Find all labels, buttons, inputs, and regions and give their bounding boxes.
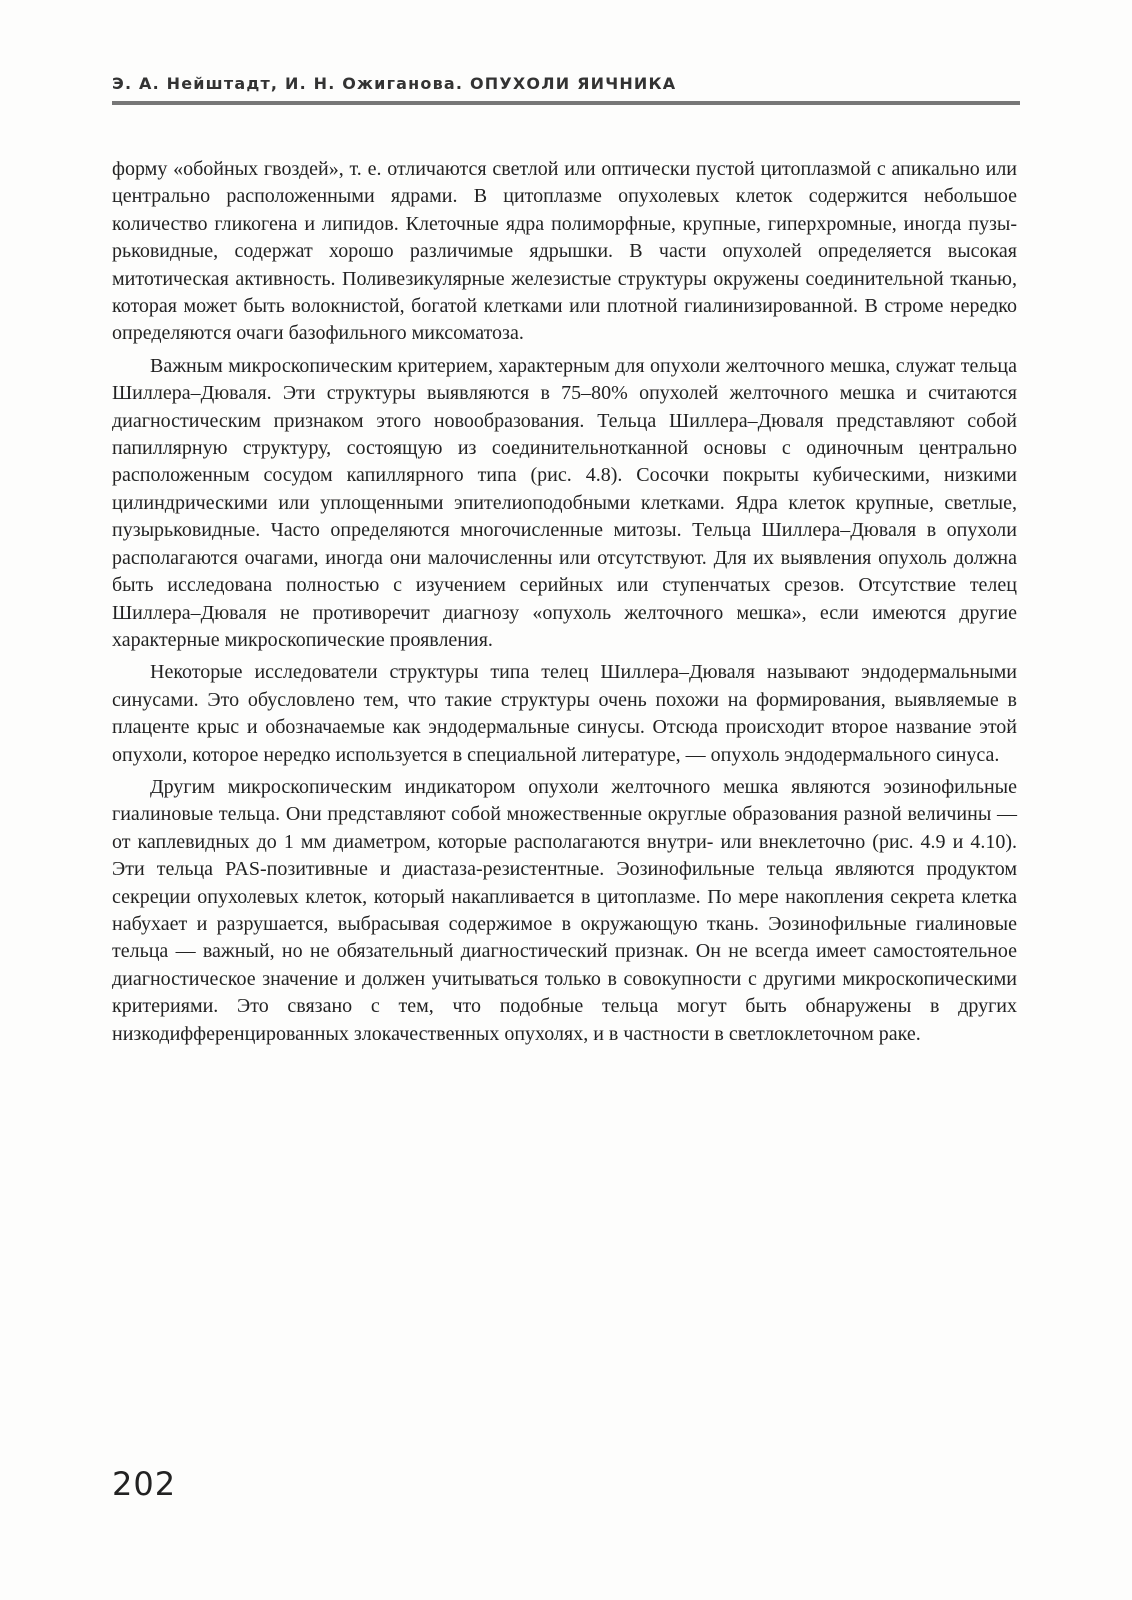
paragraph: Важным микроскопическим критерием, характерным для опухоли желточного мешка, служат тельца Шиллера–Дюваля. Эти структуры выявляются в 75–80% опухолей желточного мешка и считаются диагностическим признаком этого новообразования. Тельца Шиллера–Дюваля представляют собой папиллярную структуру, состоящую из соединительнотканной основы с одиночным центрально расположенным сосудом капиллярного типа (рис. 4.8). Сосочки покрыты кубическими, низкими цилиндрическими или уплощенными эпителиоподобными клетками. Ядра клеток крупные, светлые, пузырьковидные. Часто определяются многочисленные митозы. Тельца Шиллера–Дюваля в опухоли располагаются очагами, иногда они малочисленны или отсутствуют. Для их выявления опухоль должна быть исследована полностью с изучением серийных или ступенчатых срезов. Отсутствие телец Шиллера–Дюваля не противоречит диагнозу «опухоль желточного мешка», если имеются другие характерные микроскопические проявления. (112, 354, 1017, 651)
running-head: Э. А. Нейштадт, И. Н. Ожиганова. ОПУХОЛИ ЯИЧНИКА (112, 74, 677, 93)
header-rule (112, 101, 1020, 105)
paragraph: Некоторые исследователи структуры типа телец Шиллера–Дюваля называют эндодермальными синусами. Это обусловлено тем, что такие структуры очень похожи на формирования, выявляемые в плаценте крыс и обозначаемые как эндодермальные синусы. Отсюда происходит второе название этой опухоли, которое нередко используется в специальной литературе, — опухоль эндодермального синуса. (112, 661, 1017, 766)
body-text (112, 156, 1017, 1048)
paragraph: Другим микроскопическим индикатором опухоли желточного мешка являются эозинофильные гиалиновые тельца. Они представляют собой множественные округлые образования разной величины — от каплевидных до 1 мм диаметром, которые располагаются внутри- или внеклеточно (рис. 4.9 и 4.10). Эти тельца PAS-позитивные и диастаза-резистентные. Эозинофильные тельца являются продуктом секреции опухолевых клеток, который накапливается в цитоплазме. По мере накопления секрета клетка набухает и разрушается, выбрасывая содержимое в окружающую ткань. Эозинофильные гиалиновые тельца — важный, но не обязательный диагностический признак. Он не всегда имеет самостоятельное диагностическое значение и должен учитываться только в совокупности с другими микроскопическими критериями. Это связано с тем, что подобные тельца могут быть обнаружены в других низкодифференцированных злокачественных опухолях, и в частности в светлоклеточном раке. (112, 775, 1017, 1045)
page-number: 202 (112, 1465, 177, 1503)
paragraph: форму «обойных гвоздей», т. е. отличаются светлой или оптически пустой цитоплазмой с апикально или центрально расположенными ядрами. В цитоплазме опухолевых клеток содержится небольшое количество гликогена и липидов. Клеточные ядра полиморфные, крупные, гиперхромные, иногда пузырьковидные, содержат хорошо различимые ядрышки. В части опухолей определяется высокая митотическая активность. Поливезикулярные железистые структуры окружены соединительной тканью, которая может быть волокнистой, богатой клетками или плотной гиалинизированной. В строме нередко определяются очаги базофильного миксоматоза. (112, 158, 1017, 345)
